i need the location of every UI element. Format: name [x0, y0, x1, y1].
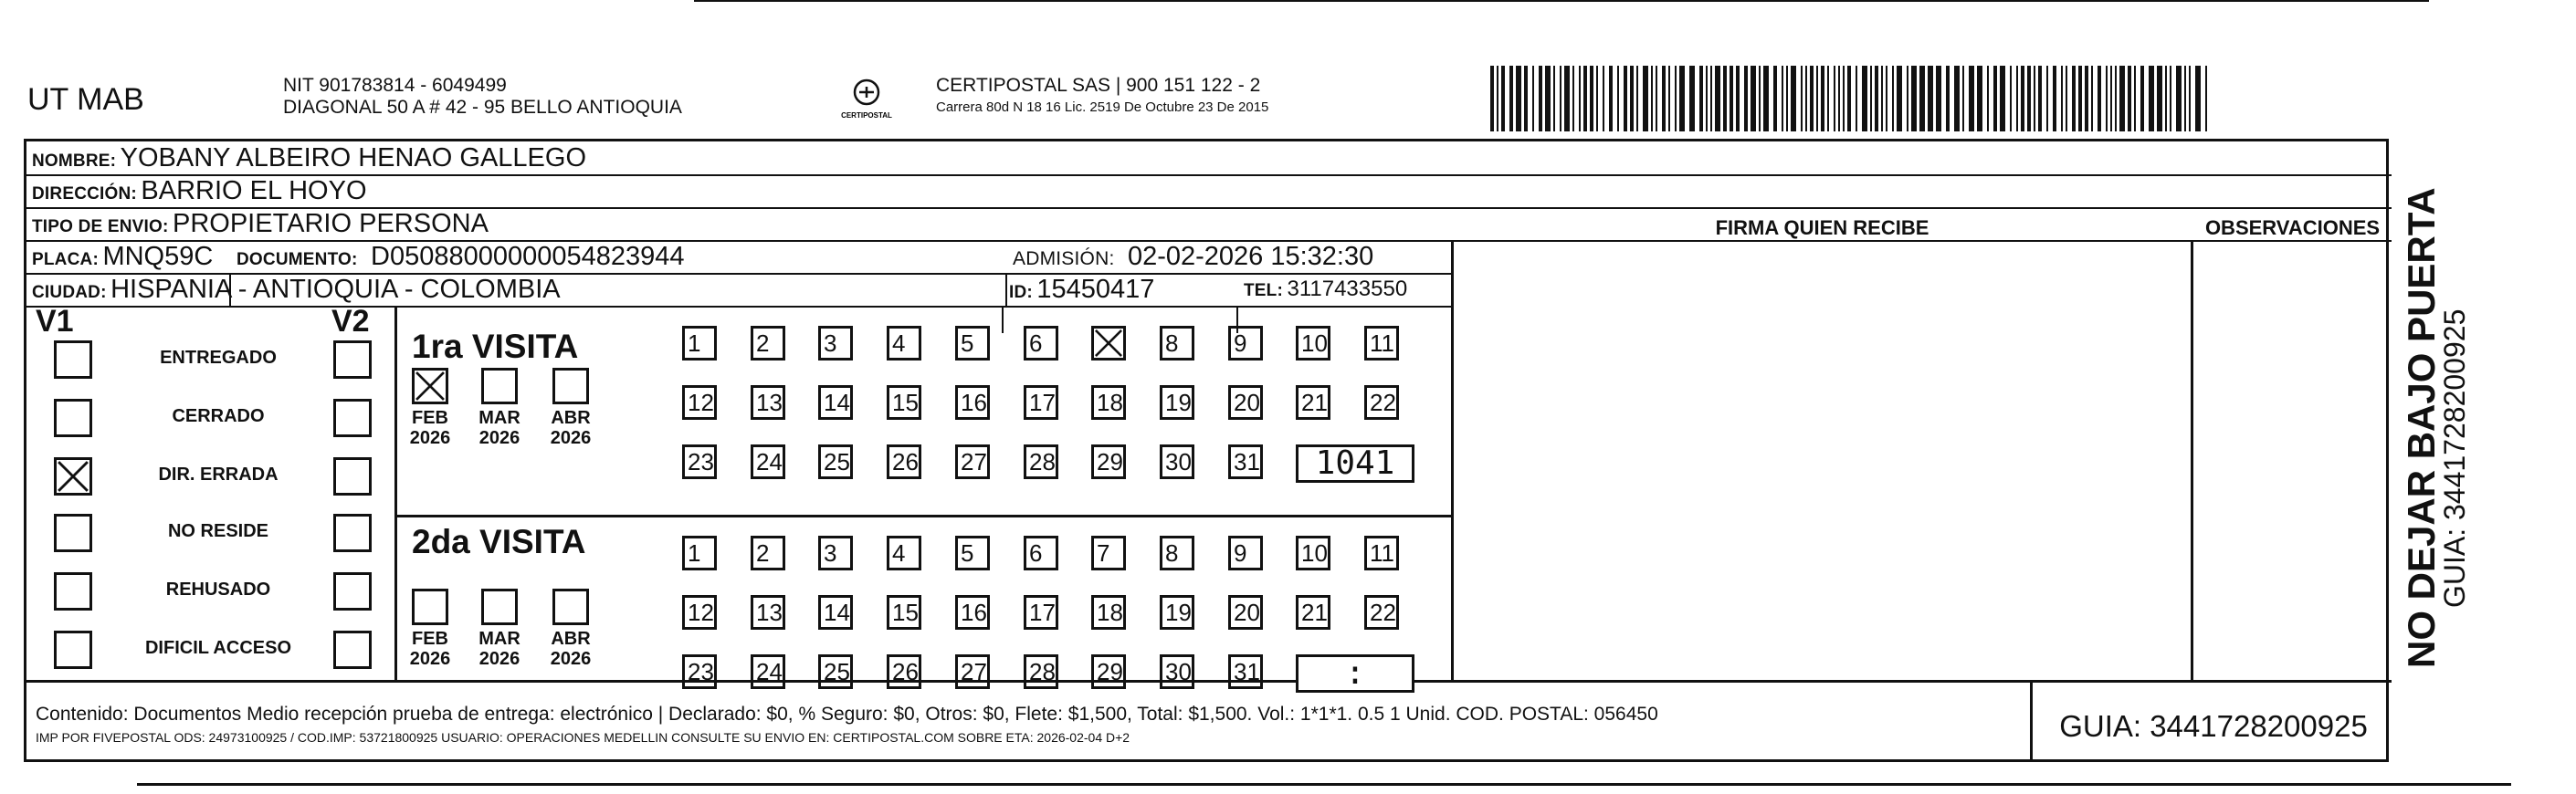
month-year: 2026: [478, 428, 520, 448]
ciudad-cell: [32, 275, 561, 305]
time-box[interactable]: [1296, 654, 1414, 693]
id-label: ID:: [1009, 283, 1033, 302]
time-value: 1041: [1315, 444, 1395, 482]
month-checkbox[interactable]: [412, 589, 448, 625]
day-number: 3: [824, 329, 837, 357]
footer-guia: GUIA: 3441728200925: [2059, 709, 2368, 743]
day-checkbox[interactable]: [682, 326, 717, 360]
day-number: 2: [756, 539, 770, 567]
day-checkbox[interactable]: [1228, 595, 1263, 630]
status-label: DIFICIL ACCESO: [144, 638, 291, 658]
org-address: DIAGONAL 50 A # 42 - 95 BELLO ANTIOQUIA: [283, 97, 682, 118]
day-number: 11: [1370, 329, 1394, 357]
day-checkbox[interactable]: [751, 595, 785, 630]
status-v1-checkbox[interactable]: [54, 340, 92, 379]
placa-label: PLACA:: [32, 250, 99, 269]
rule: [2030, 683, 2033, 762]
day-number: 11: [1370, 539, 1394, 567]
day-checkbox[interactable]: [751, 326, 785, 360]
day-number: 17: [1029, 599, 1056, 626]
nombre-row: [32, 143, 586, 173]
day-checkbox[interactable]: [1364, 536, 1399, 570]
day-number: 15: [892, 389, 919, 416]
v1-heading: V1: [36, 304, 74, 339]
tel-cell: [1244, 277, 1407, 302]
day-number: 27: [961, 658, 987, 685]
footer-print-info: IMP POR FIVEPOSTAL ODS: 24973100925 / COD.IMP: 53721800925 USUARIO: OPERACIONES MEDELLIN CONSULTE SU ENVIO EN: CERTIPOSTAL.COM SOBRE ETA: 2026-02-04 D+2: [36, 730, 1130, 745]
day-checkbox[interactable]: [955, 326, 990, 360]
day-number: 23: [688, 448, 714, 475]
month-year: 2026: [478, 649, 520, 669]
top-edge-line: [694, 0, 2429, 2]
status-label: CERRADO: [172, 406, 265, 426]
rule: [1002, 306, 1004, 333]
day-checkbox[interactable]: [887, 385, 921, 420]
org-nit-block: [283, 75, 682, 119]
day-checkbox[interactable]: [818, 595, 853, 630]
day-number: 2: [756, 329, 770, 357]
placa-value: MNQ59C: [102, 242, 214, 271]
day-checkbox[interactable]: [955, 444, 990, 479]
month-checkbox[interactable]: [552, 589, 589, 625]
barcode-icon: [1490, 66, 2213, 131]
day-checkbox[interactable]: [1228, 536, 1263, 570]
day-checkbox[interactable]: [1228, 326, 1263, 360]
day-number: 15: [892, 599, 919, 626]
day-checkbox[interactable]: [887, 536, 921, 570]
status-label: REHUSADO: [165, 580, 271, 600]
documento-value: D05088000000054823944: [371, 242, 685, 271]
day-number: 13: [756, 389, 783, 416]
observaciones-heading: OBSERVACIONES: [2204, 216, 2381, 239]
day-number: 25: [824, 448, 850, 475]
documento-cell: [237, 242, 685, 272]
day-checkbox[interactable]: [1160, 536, 1194, 570]
bottom-edge-line: [137, 783, 2511, 786]
month-year: 2026: [409, 428, 451, 448]
nombre-label: NOMBRE:: [32, 151, 117, 171]
rule: [394, 306, 397, 680]
day-number: 31: [1234, 448, 1260, 475]
month-label: [543, 408, 598, 448]
x-mark-icon: [415, 371, 446, 402]
admision-value: 02-02-2026 15:32:30: [1127, 242, 1374, 271]
month-label: [403, 408, 457, 448]
day-checkbox[interactable]: [1228, 444, 1263, 479]
status-v1-checkbox[interactable]: [54, 457, 92, 496]
day-number: 12: [688, 599, 714, 626]
direccion-row: [32, 176, 367, 206]
month-year: 2026: [550, 428, 592, 448]
day-checkbox[interactable]: [1091, 654, 1126, 689]
day-checkbox[interactable]: [1091, 536, 1126, 570]
day-checkbox[interactable]: [955, 595, 990, 630]
day-number: 21: [1301, 599, 1328, 626]
day-checkbox[interactable]: [1364, 326, 1399, 360]
ciudad-value: HISPANIA - ANTIOQUIA - COLOMBIA: [110, 275, 561, 304]
day-number: 18: [1097, 389, 1123, 416]
direccion-label: DIRECCIÓN:: [32, 184, 137, 204]
placa-cell: [32, 242, 213, 272]
certipostal-logo: [838, 75, 895, 122]
day-number: 6: [1029, 539, 1043, 567]
day-number: 20: [1234, 389, 1260, 416]
tel-value: 3117433550: [1287, 277, 1408, 301]
day-checkbox[interactable]: [1364, 595, 1399, 630]
day-number: 3: [824, 539, 837, 567]
day-number: 9: [1234, 329, 1247, 357]
day-checkbox[interactable]: [1024, 385, 1058, 420]
status-v2-checkbox[interactable]: [333, 631, 372, 669]
day-checkbox[interactable]: [1024, 326, 1058, 360]
day-checkbox[interactable]: [1160, 595, 1194, 630]
day-checkbox[interactable]: [1091, 595, 1126, 630]
month-name: MAR: [478, 408, 520, 428]
month-label: [543, 629, 598, 669]
status-v2-checkbox[interactable]: [333, 399, 372, 437]
status-v1-checkbox[interactable]: [54, 399, 92, 437]
rule: [1005, 273, 1007, 306]
admision-label: ADMISIÓN:: [1013, 248, 1115, 269]
day-number: 22: [1370, 599, 1396, 626]
id-cell: [1009, 275, 1154, 305]
visit1-title: 1ra VISITA: [412, 328, 579, 365]
day-number: 7: [1097, 539, 1110, 567]
rule: [394, 515, 1454, 517]
day-checkbox[interactable]: [818, 326, 853, 360]
day-number: 25: [824, 658, 850, 685]
nombre-value: YOBANY ALBEIRO HENAO GALLEGO: [120, 143, 586, 172]
time-box[interactable]: [1296, 444, 1414, 483]
month-label: [472, 408, 527, 448]
side-guia: GUIA: 3441728200925: [2438, 308, 2471, 608]
day-number: 14: [824, 599, 850, 626]
day-checkbox[interactable]: [682, 654, 717, 689]
status-v1-checkbox[interactable]: [54, 514, 92, 552]
day-number: 28: [1029, 658, 1056, 685]
day-number: 5: [961, 329, 974, 357]
month-year: 2026: [550, 649, 592, 669]
day-checkbox[interactable]: [751, 385, 785, 420]
day-checkbox[interactable]: [818, 444, 853, 479]
org-name: UT MAB: [27, 82, 144, 117]
month-name: ABR: [551, 629, 591, 649]
day-checkbox[interactable]: [751, 536, 785, 570]
day-number: 28: [1029, 448, 1056, 475]
day-checkbox[interactable]: [751, 654, 785, 689]
day-number: 8: [1165, 539, 1179, 567]
tipo-value: PROPIETARIO PERSONA: [173, 209, 489, 238]
day-checkbox[interactable]: [887, 444, 921, 479]
day-number: 31: [1234, 658, 1260, 685]
x-mark-icon: [57, 460, 89, 493]
day-number: 20: [1234, 599, 1260, 626]
day-number: 1: [688, 539, 701, 567]
day-number: 19: [1165, 599, 1192, 626]
day-checkbox[interactable]: [1024, 595, 1058, 630]
day-checkbox[interactable]: [955, 385, 990, 420]
day-checkbox[interactable]: [955, 536, 990, 570]
day-number: 23: [688, 658, 714, 685]
day-number: 10: [1301, 539, 1328, 567]
day-number: 8: [1165, 329, 1179, 357]
day-number: 18: [1097, 599, 1123, 626]
day-number: 16: [961, 389, 987, 416]
month-name: FEB: [412, 629, 448, 649]
status-v2-checkbox[interactable]: [333, 572, 372, 611]
rule: [26, 306, 1453, 308]
day-checkbox[interactable]: [818, 536, 853, 570]
day-checkbox[interactable]: [682, 444, 717, 479]
rule: [26, 174, 2392, 176]
day-checkbox[interactable]: [1296, 385, 1330, 420]
footer-contents: Contenido: Documentos Medio recepción prueba de entrega: electrónico | Declarado: $0, % Seguro: $0, Otros: $0, Flete: $1,500, Total: $1,500. Vol.: 1*1*1. 0.5 1 Unid. COD. POSTAL: 056450: [36, 704, 1658, 725]
delivery-form: [24, 139, 2389, 762]
id-value: 15450417: [1036, 275, 1155, 304]
day-number: 30: [1165, 658, 1192, 685]
day-checkbox[interactable]: [818, 385, 853, 420]
status-label: ENTREGADO: [160, 348, 277, 368]
day-checkbox[interactable]: [682, 536, 717, 570]
day-number: 19: [1165, 389, 1192, 416]
day-number: 4: [892, 539, 906, 567]
month-name: MAR: [478, 629, 520, 649]
status-v1-checkbox[interactable]: [54, 572, 92, 611]
tipo-row: [32, 209, 489, 239]
day-checkbox[interactable]: [1024, 536, 1058, 570]
status-label: DIR. ERRADA: [158, 465, 279, 485]
day-number: 26: [892, 658, 919, 685]
day-checkbox[interactable]: [1091, 326, 1126, 360]
day-number: 21: [1301, 389, 1328, 416]
x-mark-icon: [1094, 329, 1123, 358]
direccion-value: BARRIO EL HOYO: [141, 176, 367, 205]
day-checkbox[interactable]: [1160, 326, 1194, 360]
day-checkbox[interactable]: [1024, 444, 1058, 479]
day-number: 9: [1234, 539, 1247, 567]
day-checkbox[interactable]: [682, 385, 717, 420]
day-number: 10: [1301, 329, 1328, 357]
admision-cell: [1013, 242, 1373, 272]
month-checkbox[interactable]: [481, 368, 518, 404]
day-number: 24: [756, 448, 783, 475]
org-nit: NIT 901783814 - 6049499: [283, 75, 507, 96]
day-checkbox[interactable]: [1228, 654, 1263, 689]
time-value: :: [1345, 654, 1365, 692]
day-number: 30: [1165, 448, 1192, 475]
day-checkbox[interactable]: [1160, 385, 1194, 420]
day-checkbox[interactable]: [887, 654, 921, 689]
day-checkbox[interactable]: [1091, 444, 1126, 479]
month-checkbox[interactable]: [481, 589, 518, 625]
status-v1-checkbox[interactable]: [54, 631, 92, 669]
day-number: 26: [892, 448, 919, 475]
day-checkbox[interactable]: [1160, 654, 1194, 689]
day-checkbox[interactable]: [1296, 326, 1330, 360]
day-checkbox[interactable]: [682, 595, 717, 630]
day-number: 5: [961, 539, 974, 567]
day-number: 24: [756, 658, 783, 685]
day-number: 22: [1370, 389, 1396, 416]
firma-heading: FIRMA QUIEN RECIBE: [1715, 216, 1929, 239]
month-label: [403, 629, 457, 669]
day-checkbox[interactable]: [1296, 595, 1330, 630]
month-checkbox[interactable]: [412, 368, 448, 404]
day-number: 4: [892, 329, 906, 357]
day-number: 27: [961, 448, 987, 475]
day-checkbox[interactable]: [1228, 385, 1263, 420]
day-checkbox[interactable]: [751, 444, 785, 479]
day-checkbox[interactable]: [1024, 654, 1058, 689]
day-number: 1: [688, 329, 701, 357]
documento-label: DOCUMENTO:: [237, 250, 358, 269]
month-name: FEB: [412, 408, 448, 428]
status-v2-checkbox[interactable]: [333, 340, 372, 379]
day-number: 12: [688, 389, 714, 416]
rule: [26, 680, 2392, 683]
day-checkbox[interactable]: [887, 595, 921, 630]
v2-heading: V2: [331, 304, 370, 339]
month-label: [472, 629, 527, 669]
day-checkbox[interactable]: [955, 654, 990, 689]
ciudad-label: CIUDAD:: [32, 283, 107, 302]
month-name: ABR: [551, 408, 591, 428]
month-checkbox[interactable]: [552, 368, 589, 404]
month-year: 2026: [409, 649, 451, 669]
day-checkbox[interactable]: [1091, 385, 1126, 420]
day-number: 16: [961, 599, 987, 626]
status-label: NO RESIDE: [167, 521, 269, 541]
day-number: 6: [1029, 329, 1043, 357]
day-checkbox[interactable]: [1364, 385, 1399, 420]
side-warning: NO DEJAR BAJO PUERTA: [2400, 187, 2443, 668]
tel-label: TEL:: [1244, 281, 1284, 300]
company-block: [936, 75, 1268, 119]
status-v2-checkbox[interactable]: [333, 514, 372, 552]
day-checkbox[interactable]: [887, 326, 921, 360]
day-checkbox[interactable]: [818, 654, 853, 689]
company-name: CERTIPOSTAL SAS | 900 151 122 - 2: [936, 75, 1261, 96]
day-number: 29: [1097, 658, 1123, 685]
rule: [2191, 240, 2193, 680]
day-number: 13: [756, 599, 783, 626]
tipo-label: TIPO DE ENVIO:: [32, 217, 169, 236]
company-license: Carrera 80d N 18 16 Lic. 2519 De Octubre 23 De 2015: [936, 99, 1269, 115]
day-checkbox[interactable]: [1160, 444, 1194, 479]
status-v2-checkbox[interactable]: [333, 457, 372, 496]
logo-text: CERTIPOSTAL: [841, 111, 892, 120]
day-checkbox[interactable]: [1296, 536, 1330, 570]
rule: [1451, 240, 1454, 680]
day-number: 14: [824, 389, 850, 416]
day-number: 17: [1029, 389, 1056, 416]
day-number: 29: [1097, 448, 1123, 475]
visit2-title: 2da VISITA: [412, 523, 586, 560]
